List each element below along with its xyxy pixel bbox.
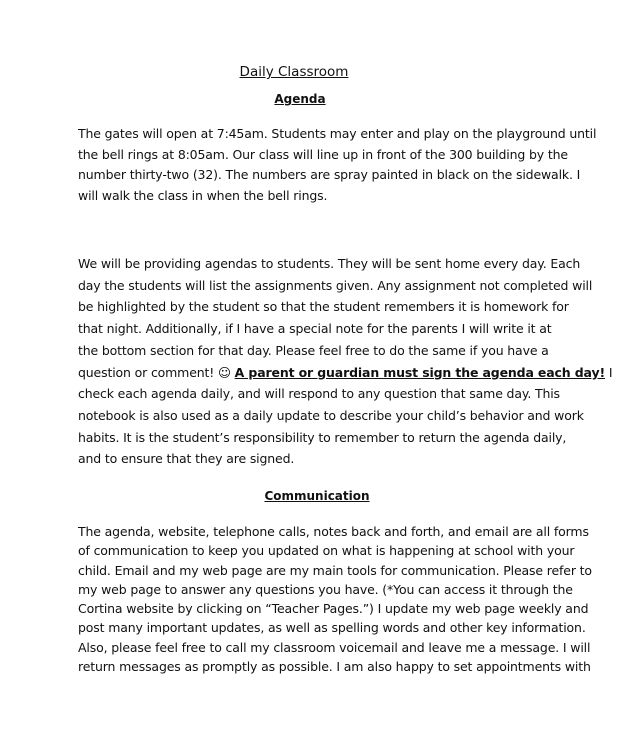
line-end-text: I: [605, 364, 613, 380]
paragraph-communication: [78, 522, 592, 676]
paragraph-line: the bell rings at 8:05am. Our class will line up in front of the 300 building by the: [78, 146, 568, 162]
paragraph-line: will walk the class in when the bell rings.: [78, 187, 328, 203]
paragraph-line: that night. Additionally, if I have a special note for the parents I will write it at: [78, 321, 552, 337]
paragraph-line-with-emphasis: [78, 362, 613, 384]
signature-requirement: A parent or guardian must sign the agenda each day!: [234, 364, 606, 380]
paragraph-line: We will be providing agendas to students. They will be sent home every day. Each: [78, 256, 581, 271]
paragraph-line: The gates will open at 7:45am. Students may enter and play on the playground until: [78, 126, 597, 141]
paragraph-line: return messages as promptly as possible. I am also happy to set appointments with: [78, 659, 591, 675]
document-title: Daily Classroom: [239, 64, 349, 80]
paragraph-line: number thirty-two (32). The numbers are spray painted in black on the sidewalk. I: [78, 167, 581, 182]
line-start-text: question or comment! ☺: [78, 364, 235, 380]
paragraph-line: check each agenda daily, and will respond to any question that same day. This: [78, 386, 560, 402]
paragraph-line: my web page to answer any questions you have. (*You can access it through the: [78, 581, 573, 597]
paragraph-line: child. Email and my web page are my main tools for communication. Please refer to: [78, 562, 592, 578]
paragraph-line: be highlighted by the student so that the student remembers it is homework for: [78, 299, 569, 315]
paragraph-line: and to ensure that they are signed.: [78, 451, 295, 467]
paragraph-line: habits. It is the student’s responsibility to remember to return the agenda daily,: [78, 429, 567, 445]
section-heading-communication: Communication: [264, 489, 370, 503]
document-subtitle: Agenda: [274, 92, 326, 106]
paragraph-line: Also, please feel free to call my classroom voicemail and leave me a message. I will: [78, 639, 591, 655]
paragraph-line: Cortina website by clicking on “Teacher Pages.”) I update my web page weekly and: [78, 601, 589, 617]
paragraph-line: of communication to keep you updated on what is happening at school with your: [78, 543, 575, 559]
paragraph-agenda: [78, 253, 613, 470]
paragraph-line: post many important updates, as well as spelling words and other key information.: [78, 620, 586, 636]
paragraph-line: the bottom section for that day. Please feel free to do the same if you have a: [78, 342, 549, 358]
paragraph-line: The agenda, website, telephone calls, notes back and forth, and email are all forms: [78, 524, 589, 539]
paragraph-line: notebook is also used as a daily update to describe your child’s behavior and work: [78, 407, 584, 423]
paragraph-arrival: [78, 124, 597, 206]
paragraph-line: day the students will list the assignments given. Any assignment not completed will: [78, 277, 593, 293]
